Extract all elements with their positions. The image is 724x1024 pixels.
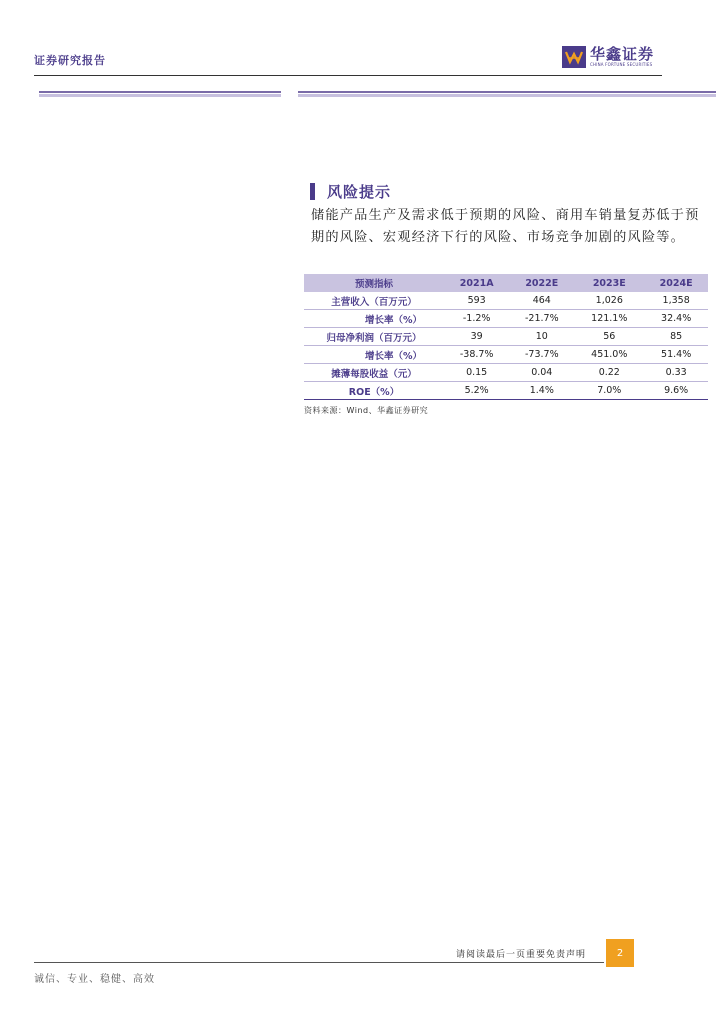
table-header-cell: 2024E	[644, 274, 708, 292]
report-type-label: 证券研究报告	[34, 54, 106, 67]
table-cell: 5.2%	[444, 382, 509, 400]
table-cell: -1.2%	[444, 310, 509, 328]
table-row	[304, 328, 708, 346]
table-cell: 121.1%	[574, 310, 644, 328]
footer-divider	[34, 962, 604, 963]
table-row	[304, 364, 708, 382]
row-label: 归母净利润（百万元）	[304, 328, 444, 346]
table-cell: 593	[444, 292, 509, 310]
row-label: 增长率（%）	[304, 310, 444, 328]
table-cell: 0.15	[444, 364, 509, 382]
table-cell: -38.7%	[444, 346, 509, 364]
row-label: 主营收入（百万元）	[304, 292, 444, 310]
disclaimer-note: 请阅读最后一页重要免责声明	[456, 950, 587, 960]
brand-name-en: CHINA FORTUNE SECURITIES	[590, 61, 653, 67]
source-note: 资料来源：Wind、华鑫证券研究	[304, 406, 429, 415]
table-cell: 56	[574, 328, 644, 346]
table-cell: 7.0%	[574, 382, 644, 400]
risk-section-heading	[310, 181, 391, 202]
forecast-table	[304, 274, 708, 400]
section-marker-icon	[310, 183, 315, 200]
footer-motto: 诚信、专业、稳健、高效	[34, 974, 155, 985]
risk-section-title: 风险提示	[327, 183, 392, 201]
table-cell: 51.4%	[644, 346, 708, 364]
decorative-stripe-left	[39, 91, 281, 97]
header-divider	[34, 75, 662, 76]
row-label: ROE（%）	[304, 382, 444, 400]
table-cell: 451.0%	[574, 346, 644, 364]
table-header-row	[304, 274, 708, 292]
table-cell: 39	[444, 328, 509, 346]
brand-name-cn: 华鑫证券	[590, 44, 655, 63]
table-cell: 85	[644, 328, 708, 346]
table-cell: 0.04	[509, 364, 574, 382]
table-cell: 10	[509, 328, 574, 346]
table-header-cell: 预测指标	[304, 274, 444, 292]
table-cell: 0.33	[644, 364, 708, 382]
table-header-cell: 2023E	[574, 274, 644, 292]
brand-logo-icon	[562, 46, 586, 68]
table-cell: 1,026	[574, 292, 644, 310]
brand-logo	[562, 46, 654, 68]
decorative-stripe-right	[298, 91, 716, 97]
table-row	[304, 346, 708, 364]
table-cell: 1,358	[644, 292, 708, 310]
row-label: 增长率（%）	[304, 346, 444, 364]
table-row	[304, 310, 708, 328]
page-number-badge: 2	[606, 939, 634, 967]
table-cell: -21.7%	[509, 310, 574, 328]
table-cell: 32.4%	[644, 310, 708, 328]
table-cell: -73.7%	[509, 346, 574, 364]
row-label: 摊薄每股收益（元）	[304, 364, 444, 382]
table-cell: 9.6%	[644, 382, 708, 400]
table-cell: 0.22	[574, 364, 644, 382]
table-header-cell: 2022E	[509, 274, 574, 292]
risk-body-text: 储能产品生产及需求低于预期的风险、商用车销量复苏低于预期的风险、宏观经济下行的风险、市场竞争加剧的风险等。	[311, 208, 700, 245]
table-row	[304, 382, 708, 400]
table-cell: 1.4%	[509, 382, 574, 400]
table-cell: 464	[509, 292, 574, 310]
table-header-cell: 2021A	[444, 274, 509, 292]
table-row	[304, 292, 708, 310]
